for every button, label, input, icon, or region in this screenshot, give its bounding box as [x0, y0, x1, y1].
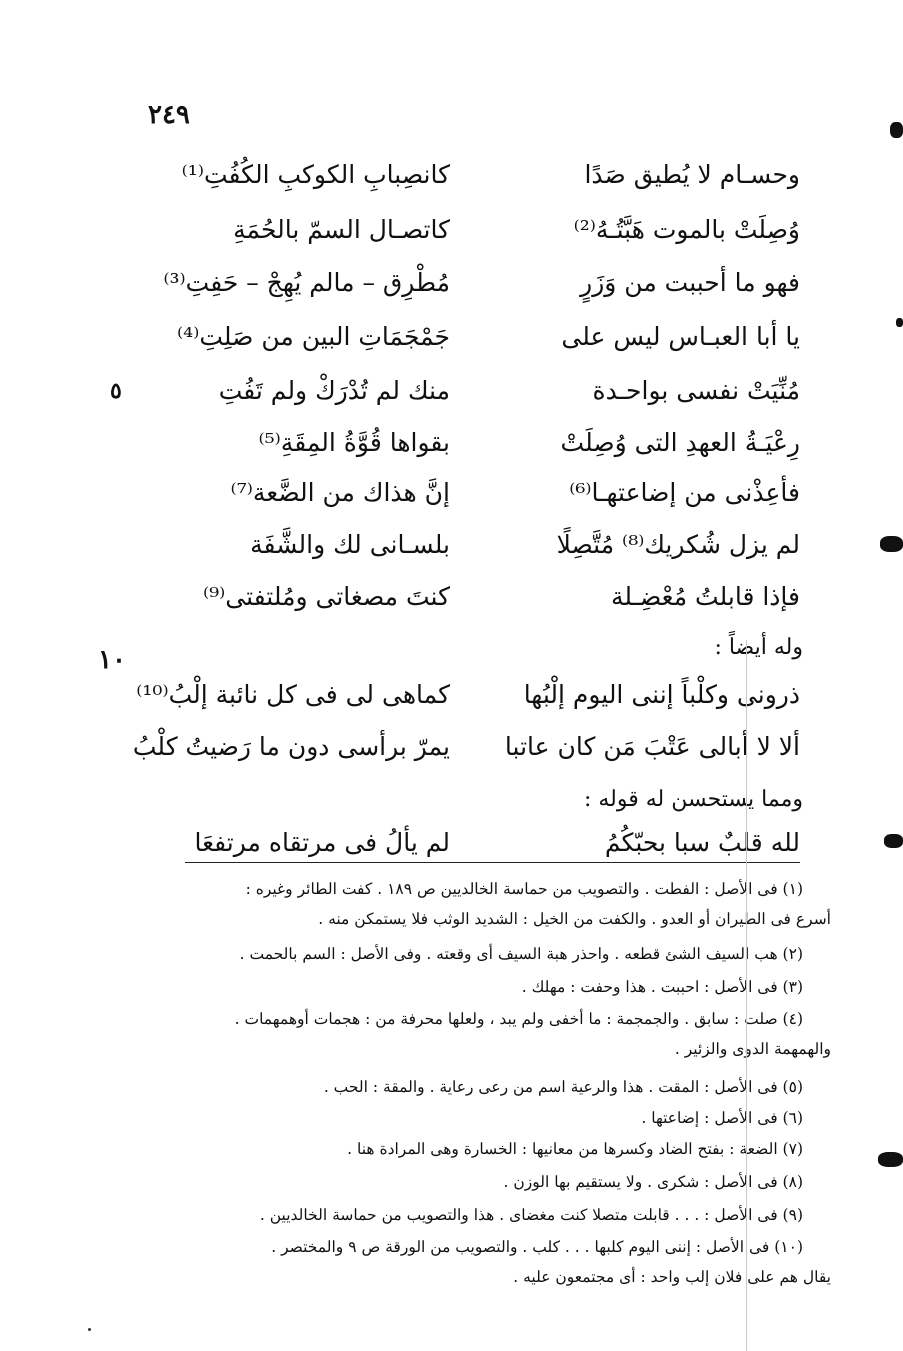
verse-line	[180, 828, 800, 872]
line-number-10: ١٠	[98, 645, 126, 675]
scan-speck	[88, 1328, 91, 1331]
footnote-separator	[185, 862, 800, 863]
footnote: (٢) هب السيف الشئ قطعه . واحذر هبة السيف أى وقعته . وفى الأصل : السم بالحمت .	[239, 945, 803, 963]
page-number: ٢٤٩	[148, 100, 190, 130]
verse-second-hemistich: كاتصـال السمّ بالحُمَةِ	[233, 215, 450, 244]
footnote: (٨) فى الأصل : شكرى . ولا يستقيم بها الوزن .	[503, 1173, 803, 1191]
verse-first-hemistich: وحسـام لا يُطيق صَدًا	[584, 160, 800, 189]
verse-line	[177, 322, 800, 366]
verse-second-hemistich: جَمْجَمَاتِ البين من صَلِتِ⁽⁴⁾	[177, 322, 450, 351]
verse-line	[132, 732, 800, 776]
verse-first-hemistich: فأعِذْنى من إضاعتهـا⁽⁶⁾	[569, 478, 800, 507]
verse-first-hemistich: يا أبا العبـاس ليس على	[561, 322, 800, 351]
page-fold-line	[746, 640, 747, 1351]
verse-first-hemistich: لله قلبٌ سبا بحبّكُمُ	[604, 828, 800, 857]
verse-second-hemistich: بقواها قُوَّةُ المِقَةِ⁽⁵⁾	[258, 428, 450, 457]
footnote: أسرع فى الطيران أو العدو . والكفت من الخيل : الشديد الوثب فلا يستمكن منه .	[318, 910, 831, 928]
verse-second-hemistich: إنَّ هذاك من الضَّعة⁽⁷⁾	[230, 478, 450, 507]
verse-second-hemistich: كماهى لى فى كل نائبة إلْبُ⁽¹⁰⁾	[136, 680, 450, 709]
verse-first-hemistich: وُصِلَتْ بالموت هَبَّتُـهُ⁽²⁾	[573, 215, 800, 244]
scan-mark	[878, 1152, 903, 1167]
verse-second-hemistich: بلسـانى لك والشَّفَة	[250, 530, 450, 559]
footnote: (٩) فى الأصل : . . . قابلت متصلا كنت مغضاى . هذا والتصويب من حماسة الخالديين .	[259, 1206, 803, 1224]
footnote: (٥) فى الأصل : المقت . هذا والرعية اسم من رعى رعاية . والمقة : الحب .	[323, 1078, 803, 1096]
verse-line	[180, 530, 800, 574]
verse-first-hemistich: فإذا قابلتُ مُعْضِـلة	[610, 582, 800, 611]
verse-line	[180, 376, 800, 420]
verse-second-hemistich: منك لم تُدْرَكْ ولم تَفُتِ	[218, 376, 450, 405]
section-intro: وله أيضاً :	[714, 635, 803, 660]
verse-line	[180, 478, 800, 522]
footnote: (٣) فى الأصل : احببت . هذا وحفت : مهلك .	[521, 978, 803, 996]
verse-second-hemistich: كانصِبابِ الكوكبِ الكُفُتِ⁽¹⁾	[181, 160, 450, 189]
footnote: (١٠) فى الأصل : إننى اليوم كلبها . . . كلب . والتصويب من الورقة ص ٩ والمختصر .	[271, 1238, 803, 1256]
verse-line	[180, 428, 800, 472]
scan-mark	[896, 318, 903, 327]
footnote: يقال هم على فلان إلب واحد : أى مجتمعون عليه .	[513, 1268, 831, 1286]
verse-line	[180, 582, 800, 626]
scan-mark	[884, 834, 903, 848]
verse-first-hemistich: ذرونى وكلْباً إننى اليوم إلْبُها	[523, 680, 800, 709]
scan-mark	[890, 122, 903, 138]
verse-line	[136, 680, 800, 724]
footnote: (٦) فى الأصل : إضاعتها .	[641, 1109, 803, 1127]
verse-first-hemistich: فهو ما أحببت من وَزَرٍ	[580, 268, 800, 297]
scan-mark	[880, 536, 903, 552]
footnote: (٤) صلت : سابق . والجمجمة : ما أخفى ولم يبد ، ولعلها محرفة من : هجمات أوهمهمات .	[234, 1010, 803, 1028]
verse-line	[180, 215, 800, 259]
verse-second-hemistich: كنتَ مصغاتى ومُلتفتى⁽⁹⁾	[202, 582, 450, 611]
verse-second-hemistich: مُطْرِق – مالم يُهِجْ – حَفِتِ⁽³⁾	[163, 268, 450, 297]
line-number-5: ٥	[110, 378, 122, 404]
verse-first-hemistich: رِعْيَـةُ العهدِ التى وُصِلَتْ	[560, 428, 800, 457]
footnote: (٧) الضعة : بفتح الضاد وكسرها من معانيها : الخسارة وهى المرادة هنا .	[347, 1140, 803, 1158]
section-intro: ومما يستحسن له قوله :	[583, 787, 803, 812]
verse-first-hemistich: ألا لا أبالى عَتْبَ مَن كان عاتبا	[504, 732, 800, 761]
verse-second-hemistich: يمرّ برأسى دون ما رَضيتُ كلْبُ	[132, 732, 450, 761]
verse-first-hemistich: مُنِّيَتْ نفسى بواحـدة	[592, 376, 800, 405]
verse-line	[180, 160, 800, 204]
verse-second-hemistich: لم يألُ فى مرتقاه مرتفعَا	[194, 828, 450, 857]
footnote: (١) فى الأصل : الفطت . والتصويب من حماسة الخالديين ص ١٨٩ . كفت الطائر وغيره :	[245, 880, 803, 898]
verse-first-hemistich: لم يزل شُكريك⁽⁸⁾ مُتَّصِلًا	[556, 530, 800, 559]
verse-line	[163, 268, 800, 312]
footnote: والهمهمة الدوى والزئير .	[674, 1040, 831, 1058]
